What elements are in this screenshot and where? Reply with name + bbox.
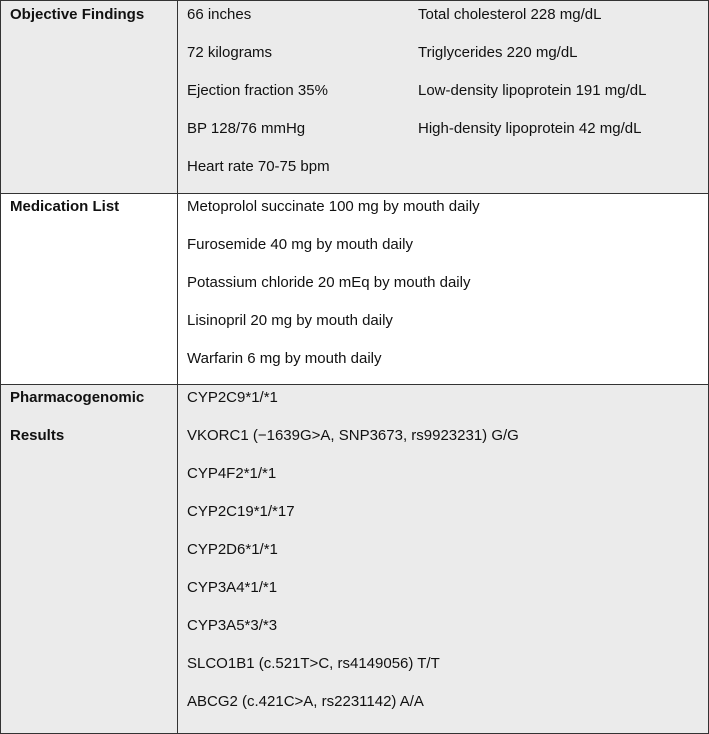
pharmacogenomic-label-line2: Results — [10, 427, 65, 444]
medication-item: Warfarin 6 mg by mouth daily — [187, 350, 382, 367]
genotype-item: SLCO1B1 (c.521T>C, rs4149056) T/T — [187, 655, 440, 672]
medication-list-label: Medication List — [10, 198, 120, 215]
finding-ldl: Low-density lipoprotein 191 mg/dL — [418, 82, 647, 99]
pharmacogenomic-results-row — [1, 385, 708, 733]
finding-triglycerides: Triglycerides 220 mg/dL — [418, 44, 578, 61]
column-divider — [177, 194, 178, 384]
genotype-item: VKORC1 (−1639G>A, SNP3673, rs9923231) G/G — [187, 427, 519, 444]
column-divider — [177, 1, 178, 193]
medication-item: Lisinopril 20 mg by mouth daily — [187, 312, 393, 329]
genotype-item: CYP2C19*1/*17 — [187, 503, 295, 520]
medication-item: Potassium chloride 20 mEq by mouth daily — [187, 274, 471, 291]
genotype-item: CYP4F2*1/*1 — [187, 465, 277, 482]
genotype-item: CYP2C9*1/*1 — [187, 389, 278, 406]
objective-findings-label: Objective Findings — [10, 6, 145, 23]
genotype-item: CYP3A5*3/*3 — [187, 617, 278, 634]
finding-hdl: High-density lipoprotein 42 mg/dL — [418, 120, 642, 137]
genotype-item: CYP3A4*1/*1 — [187, 579, 278, 596]
finding-height: 66 inches — [187, 6, 252, 23]
medication-item: Furosemide 40 mg by mouth daily — [187, 236, 413, 253]
objective-findings-row — [1, 1, 708, 194]
genotype-item: CYP2D6*1/*1 — [187, 541, 278, 558]
medication-list-row — [1, 194, 708, 385]
column-divider — [177, 385, 178, 733]
genotype-item: ABCG2 (c.421C>A, rs2231142) A/A — [187, 693, 424, 710]
finding-blood-pressure: BP 128/76 mmHg — [187, 120, 306, 137]
finding-weight: 72 kilograms — [187, 44, 273, 61]
medication-item: Metoprolol succinate 100 mg by mouth daily — [187, 198, 480, 215]
finding-ejection-fraction: Ejection fraction 35% — [187, 82, 328, 99]
pharmacogenomic-label-line1: Pharmacogenomic — [10, 389, 145, 406]
finding-total-cholesterol: Total cholesterol 228 mg/dL — [418, 6, 602, 23]
finding-heart-rate: Heart rate 70-75 bpm — [187, 158, 330, 175]
